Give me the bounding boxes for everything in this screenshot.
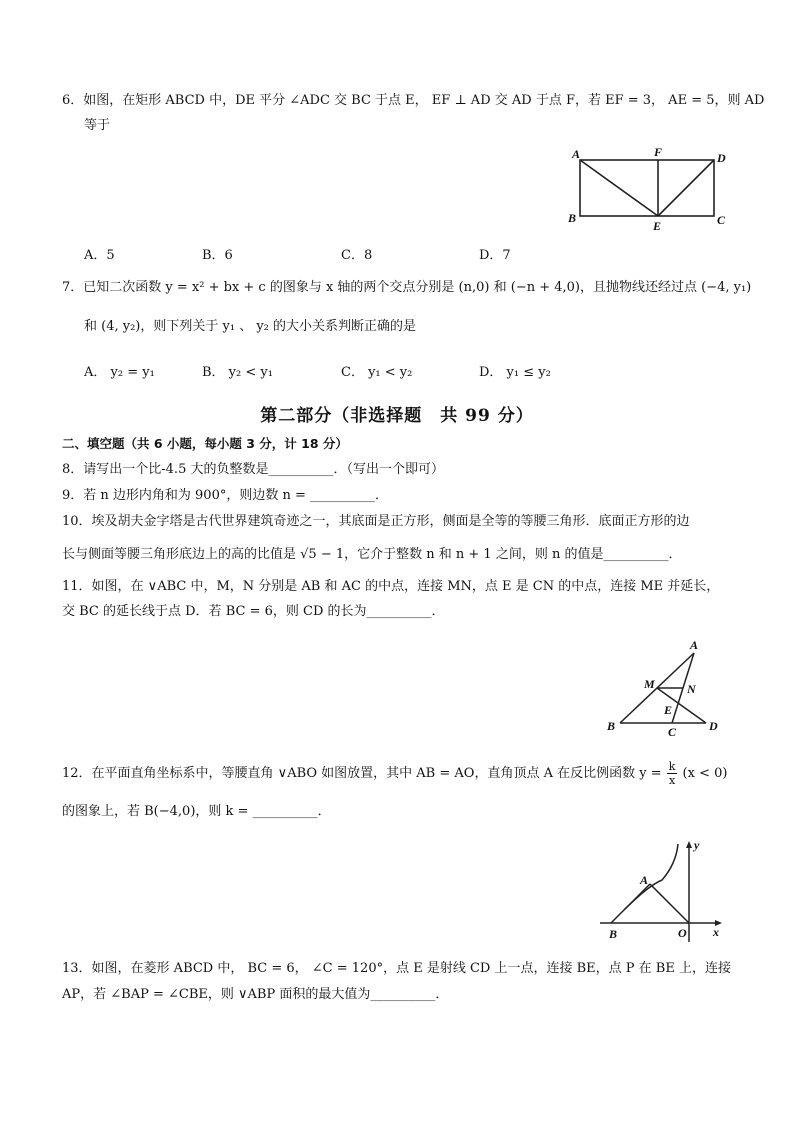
label-c: C <box>717 213 726 227</box>
segment-ba <box>611 884 650 923</box>
hyperbola-curve <box>624 844 678 910</box>
label-e: E <box>664 703 673 717</box>
label-c: C <box>668 725 677 739</box>
q6-option-d: D．7 <box>479 248 511 263</box>
label-a: A <box>572 147 581 161</box>
q12-text-line1 <box>62 760 727 787</box>
label-a: A <box>640 873 649 887</box>
label-e: E <box>653 219 662 233</box>
label-b: B <box>609 927 618 941</box>
q6-option-c: C．8 <box>341 248 373 263</box>
q13-text-line2: AP，若 ∠BAP = ∠CBE，则 ∨ABP 面积的最大值为__________． <box>62 987 449 1002</box>
q6-rectangle-figure <box>560 142 740 234</box>
q11-text-line2: 交 BC 的延长线于点 D．若 BC = 6，则 CD 的长为__________． <box>62 604 445 619</box>
q12-text-line2: 的图象上，若 B(−4,0)，则 k = __________． <box>62 804 331 819</box>
segment-de <box>658 160 714 216</box>
label-f: F <box>654 145 663 159</box>
q7-text-line1: 7．已知二次函数 y = x² + bx + c 的图象与 x 轴的两个交点分别是 (n,0) 和 (−n + 4,0)，且抛物线还经过点 (−4, y₁) <box>62 280 752 295</box>
q9-text: 9．若 n 边形内角和为 900°，则边数 n = __________． <box>62 488 389 503</box>
q12-frac-num: k <box>668 760 676 773</box>
q6-text-line2: 等于 <box>84 118 111 133</box>
q7-option-d: D． y₁ ≤ y₂ <box>479 365 551 380</box>
q7-text-line2: 和 (4, y₂)，则下列关于 y₁ 、 y₂ 的大小关系判断正确的是 <box>84 319 417 334</box>
q12-fraction <box>667 760 678 787</box>
label-b: B <box>568 211 577 225</box>
label-d: D <box>709 719 718 733</box>
label-a: A <box>690 638 699 652</box>
q8-text: 8．请写出一个比-4.5 大的负整数是__________．（写出一个即可） <box>62 462 444 477</box>
q13-text-line1: 13．如图，在菱形 ABCD 中， BC = 6， ∠C = 120°，点 E 是射线 CD 上一点，连接 BE，点 P 在 BE 上，连接 <box>62 961 731 976</box>
q11-triangle-figure <box>598 635 728 740</box>
label-y: y <box>694 838 700 852</box>
label-o: O <box>678 926 687 940</box>
q12-coordinate-figure <box>596 838 730 944</box>
label-m: M <box>644 677 655 691</box>
segment-ae <box>580 160 658 216</box>
label-n: N <box>687 682 696 696</box>
q7-option-b: B． y₂ < y₁ <box>202 365 273 380</box>
q6-text-line1: 6．如图，在矩形 ABCD 中，DE 平分 ∠ADC 交 BC 于点 E， EF ⊥ AD 交 AD 于点 F，若 EF = 3， AE = 5，则 AD <box>62 93 765 108</box>
q10-text-line1: 10．埃及胡夫金字塔是古代世界建筑奇迹之一，其底面是正方形，侧面是全等的等腰三角形．底面正方形的边 <box>62 514 690 529</box>
y-axis-arrow <box>686 841 692 848</box>
q6-option-a: A．5 <box>84 248 115 263</box>
label-d: D <box>717 151 726 165</box>
q12-line1-pre: 12．在平面直角坐标系中，等腰直角 ∨ABO 如图放置，其中 AB = AO，直角顶点 A 在反比例函数 y = <box>62 766 662 781</box>
q6-option-b: B．6 <box>202 248 233 263</box>
q7-option-a: A． y₂ = y₁ <box>84 365 155 380</box>
q12-line1-post: (x < 0) <box>682 766 728 781</box>
q10-text-line2: 长与侧面等腰三角形底边上的高的比值是 √5 − 1，它介于整数 n 和 n + 1 之间，则 n 的值是__________． <box>62 547 682 562</box>
q11-text-line1: 11．如图，在 ∨ABC 中，M，N 分别是 AB 和 AC 的中点，连接 MN，点 E 是 CN 的中点，连接 ME 并延长， <box>62 579 720 594</box>
label-b: B <box>607 719 616 733</box>
q12-frac-den: x <box>668 774 676 787</box>
segment-ao <box>650 884 689 923</box>
part2-title: 第二部分（非选择题 共 99 分） <box>260 406 534 426</box>
section2-heading: 二、填空题（共 6 小题，每小题 3 分，计 18 分） <box>62 436 348 451</box>
q7-option-c: C． y₁ < y₂ <box>341 365 413 380</box>
label-x: x <box>713 925 719 939</box>
